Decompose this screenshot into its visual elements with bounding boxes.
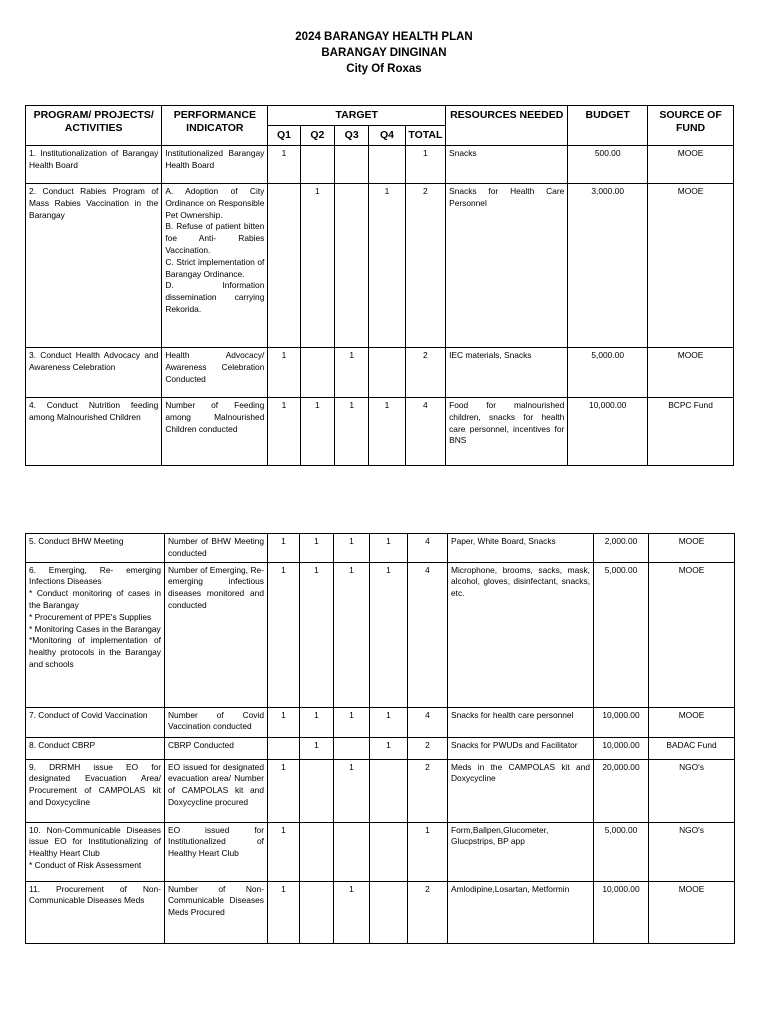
program-cell: 9. DRRMH issue EO for designated Evacuation Area/ Procurement of CAMPOLAS kit and Doxycycline [26, 759, 165, 822]
indicator-cell: A. Adoption of City Ordinance on Responsible Pet Ownership. B. Refuse of patient bitten foe Anti- Rabies Vaccination. C. Strict implementation of Barangay Ordinance. D. Information dissemination carrying Rekorida. [162, 184, 268, 348]
indicator-cell: Number of Non- Communicable Diseases Meds Procured [165, 881, 268, 943]
budget-cell: 10,000.00 [568, 398, 648, 466]
q2-cell [300, 881, 334, 943]
table-row [26, 737, 735, 759]
doc-barangay: BARANGAY DINGINAN [321, 47, 447, 59]
source-cell: MOOE [649, 534, 735, 563]
budget-cell: 10,000.00 [594, 737, 649, 759]
source-cell: NGO's [649, 759, 735, 822]
table-row [26, 534, 735, 563]
q3-cell: 1 [334, 707, 370, 737]
q1-cell: 1 [268, 881, 300, 943]
program-cell: 4. Conduct Nutrition feeding among Malnourished Children [26, 398, 162, 466]
q3-cell: 1 [335, 348, 369, 398]
total-cell: 2 [408, 881, 448, 943]
doc-city: City Of Roxas [346, 63, 422, 75]
col-source: SOURCE OF FUND [648, 106, 734, 146]
table-row [26, 822, 735, 881]
total-cell: 2 [405, 348, 445, 398]
q3-cell: 1 [334, 881, 370, 943]
total-cell: 1 [405, 146, 445, 184]
indicator-cell: Number of Covid Vaccination conducted [165, 707, 268, 737]
resources-cell: Food for malnourished children, snacks for health care personnel, incentives for BNS [446, 398, 568, 466]
total-cell: 4 [408, 562, 448, 707]
program-cell: 8. Conduct CBRP [26, 737, 165, 759]
resources-cell: Snacks for Health Care Personnel [446, 184, 568, 348]
budget-cell: 3,000.00 [568, 184, 648, 348]
source-cell: MOOE [649, 562, 735, 707]
resources-cell: Paper, White Board, Snacks [448, 534, 594, 563]
budget-cell: 10,000.00 [594, 707, 649, 737]
col-budget: BUDGET [568, 106, 648, 146]
budget-cell: 20,000.00 [594, 759, 649, 822]
health-plan-table-1 [25, 105, 734, 466]
budget-cell: 10,000.00 [594, 881, 649, 943]
total-cell: 1 [408, 822, 448, 881]
source-cell: MOOE [648, 146, 734, 184]
source-cell: MOOE [649, 881, 735, 943]
q4-cell [369, 348, 405, 398]
table-row [26, 759, 735, 822]
table-row [26, 707, 735, 737]
program-cell: 3. Conduct Health Advocacy and Awareness Celebration [26, 348, 162, 398]
source-cell: BCPC Fund [648, 398, 734, 466]
col-q1: Q1 [268, 126, 300, 146]
col-target: TARGET [268, 106, 446, 126]
q1-cell: 1 [268, 707, 300, 737]
program-cell: 2. Conduct Rabies Program of Mass Rabies Vaccination in the Barangay [26, 184, 162, 348]
health-plan-table-2 [25, 533, 735, 944]
program-cell: 7. Conduct of Covid Vaccination [26, 707, 165, 737]
resources-cell: Meds in the CAMPOLAS kit and Doxycycline [448, 759, 594, 822]
q4-cell: 1 [370, 562, 408, 707]
q2-cell [300, 759, 334, 822]
q2-cell: 1 [300, 398, 334, 466]
q1-cell: 1 [268, 562, 300, 707]
q2-cell [300, 146, 334, 184]
q2-cell: 1 [300, 737, 334, 759]
source-cell: BADAC Fund [649, 737, 735, 759]
budget-cell: 5,000.00 [568, 348, 648, 398]
col-total: TOTAL [405, 126, 445, 146]
q4-cell [370, 759, 408, 822]
resources-cell: Microphone, brooms, sacks, mask, alcohol, gloves, disinfectant, snacks, etc. [448, 562, 594, 707]
total-cell: 2 [408, 759, 448, 822]
col-resources: RESOURCES NEEDED [446, 106, 568, 146]
q3-cell: 1 [334, 562, 370, 707]
resources-cell: Snacks for PWUDs and Facilitator [448, 737, 594, 759]
table-row [26, 184, 734, 348]
q4-cell: 1 [370, 534, 408, 563]
indicator-cell: EO issued for Institutionalized of Healthy Heart Club [165, 822, 268, 881]
q3-cell: 1 [334, 759, 370, 822]
indicator-cell: Health Advocacy/ Awareness Celebration Conducted [162, 348, 268, 398]
q1-cell: 1 [268, 759, 300, 822]
q3-cell: 1 [335, 398, 369, 466]
program-cell: 1. Institutionalization of Barangay Health Board [26, 146, 162, 184]
budget-cell: 2,000.00 [594, 534, 649, 563]
total-cell: 2 [408, 737, 448, 759]
q1-cell: 1 [268, 398, 300, 466]
col-q3: Q3 [335, 126, 369, 146]
total-cell: 4 [408, 707, 448, 737]
table-row [26, 348, 734, 398]
table-row [26, 146, 734, 184]
table-row [26, 398, 734, 466]
indicator-cell: Number of BHW Meeting conducted [165, 534, 268, 563]
total-cell: 4 [405, 398, 445, 466]
budget-cell: 500.00 [568, 146, 648, 184]
indicator-cell: Number of Feeding among Malnourished Children conducted [162, 398, 268, 466]
q1-cell: 1 [268, 822, 300, 881]
resources-cell: Snacks [446, 146, 568, 184]
q4-cell: 1 [370, 737, 408, 759]
q4-cell [370, 822, 408, 881]
col-indicator: PERFORMANCE INDICATOR [162, 106, 268, 146]
program-cell: 11. Procurement of Non- Communicable Diseases Meds [26, 881, 165, 943]
source-cell: NGO's [649, 822, 735, 881]
program-cell: 5. Conduct BHW Meeting [26, 534, 165, 563]
col-q2: Q2 [300, 126, 334, 146]
resources-cell: Amlodipine,Losartan, Metformin [448, 881, 594, 943]
source-cell: MOOE [649, 707, 735, 737]
table-row [26, 881, 735, 943]
q3-cell: 1 [334, 534, 370, 563]
doc-title: 2024 BARANGAY HEALTH PLAN [295, 31, 473, 43]
q1-cell [268, 184, 300, 348]
budget-cell: 5,000.00 [594, 822, 649, 881]
q4-cell: 1 [370, 707, 408, 737]
source-cell: MOOE [648, 348, 734, 398]
indicator-cell: EO issued for designated evacuation area/ Number of CAMPOLAS kit and Doxycycline procured [165, 759, 268, 822]
q4-cell: 1 [369, 184, 405, 348]
q4-cell: 1 [369, 398, 405, 466]
total-cell: 2 [405, 184, 445, 348]
q3-cell [335, 184, 369, 348]
q3-cell [334, 737, 370, 759]
q2-cell: 1 [300, 534, 334, 563]
resources-cell: IEC materials, Snacks [446, 348, 568, 398]
q2-cell [300, 822, 334, 881]
q2-cell: 1 [300, 184, 334, 348]
program-cell: 10. Non-Communicable Diseases issue EO for Institutionalizing of Healthy Heart Club * Conduct of Risk Assessment [26, 822, 165, 881]
q2-cell [300, 348, 334, 398]
q1-cell: 1 [268, 534, 300, 563]
q3-cell [334, 822, 370, 881]
q1-cell: 1 [268, 146, 300, 184]
resources-cell: Form,Ballpen,Glucometer, Glucpstrips, BP app [448, 822, 594, 881]
q4-cell [369, 146, 405, 184]
q3-cell [335, 146, 369, 184]
indicator-cell: Institutionalized Barangay Health Board [162, 146, 268, 184]
q2-cell: 1 [300, 562, 334, 707]
source-cell: MOOE [648, 184, 734, 348]
total-cell: 4 [408, 534, 448, 563]
budget-cell: 5,000.00 [594, 562, 649, 707]
q1-cell [268, 737, 300, 759]
col-program: PROGRAM/ PROJECTS/ ACTIVITIES [26, 106, 162, 146]
q2-cell: 1 [300, 707, 334, 737]
indicator-cell: Number of Emerging, Re- emerging infectious diseases monitored and conducted [165, 562, 268, 707]
q4-cell [370, 881, 408, 943]
resources-cell: Snacks for health care personnel [448, 707, 594, 737]
table-row [26, 562, 735, 707]
q1-cell: 1 [268, 348, 300, 398]
program-cell: 6. Emerging, Re- emerging Infections Diseases * Conduct monitoring of cases in the Barangay * Procurement of PPE's Supplies * Monitoring Cases in the Barangay *Monitoring of implementation of healthy protocols in the Barangay and schools [26, 562, 165, 707]
indicator-cell: CBRP Conducted [165, 737, 268, 759]
col-q4: Q4 [369, 126, 405, 146]
